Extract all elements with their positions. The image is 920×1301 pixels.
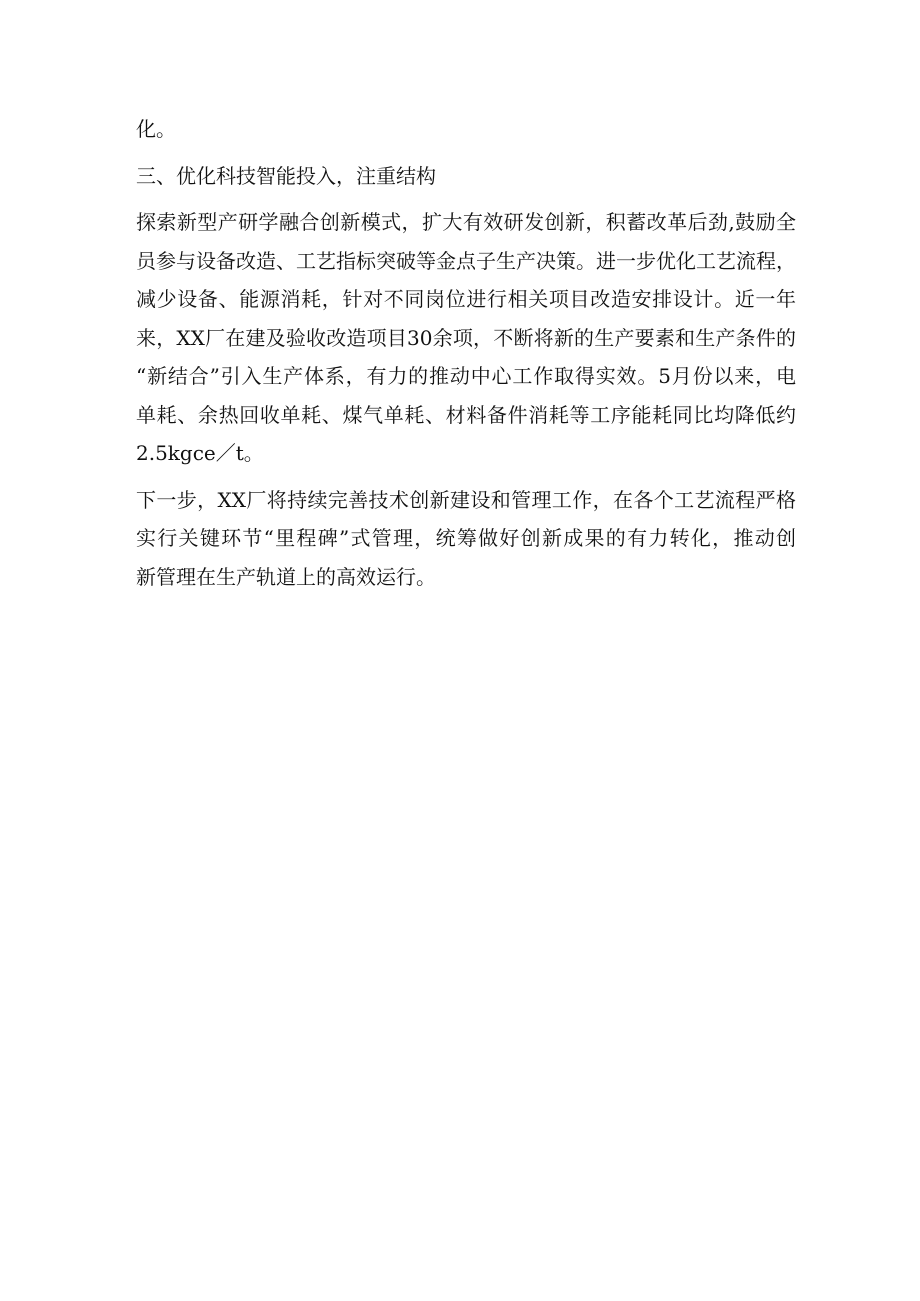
text-line: 下一步，XX厂将持续完善技术创新建设和管理工作，在各个工艺流程严格: [136, 487, 796, 512]
text-line: 来，XX厂在建及验收改造项目30余项，不断将新的生产要素和生产条件的: [136, 325, 796, 350]
text-line: 新管理在生产轨道上的高效运行。: [136, 564, 436, 589]
document-body: [136, 110, 796, 596]
text-line: 员参与设备改造、工艺指标突破等金点子生产决策。进一步优化工艺流程，: [136, 248, 796, 273]
section-heading: 三、优化科技智能投入，注重结构: [136, 163, 436, 188]
text-line: 单耗、余热回收单耗、煤气单耗、材料备件消耗等工序能耗同比均降低约: [136, 402, 796, 427]
text-line: 2.5kgce／t。: [136, 441, 264, 465]
text-line: 实行关键环节“里程碑”式管理，统筹做好创新成果的有力转化，推动创: [136, 526, 796, 550]
text-line: 减少设备、能源消耗，针对不同岗位进行相关项目改造安排设计。近一年: [136, 287, 796, 311]
text-line: 探索新型产研学融合创新模式，扩大有效研发创新，积蓄改革后劲,鼓励全: [136, 210, 796, 234]
text-line: “新结合”引入生产体系，有力的推动中心工作取得实效。5月份以来，电: [136, 364, 796, 388]
text-line: 化。: [136, 117, 176, 141]
